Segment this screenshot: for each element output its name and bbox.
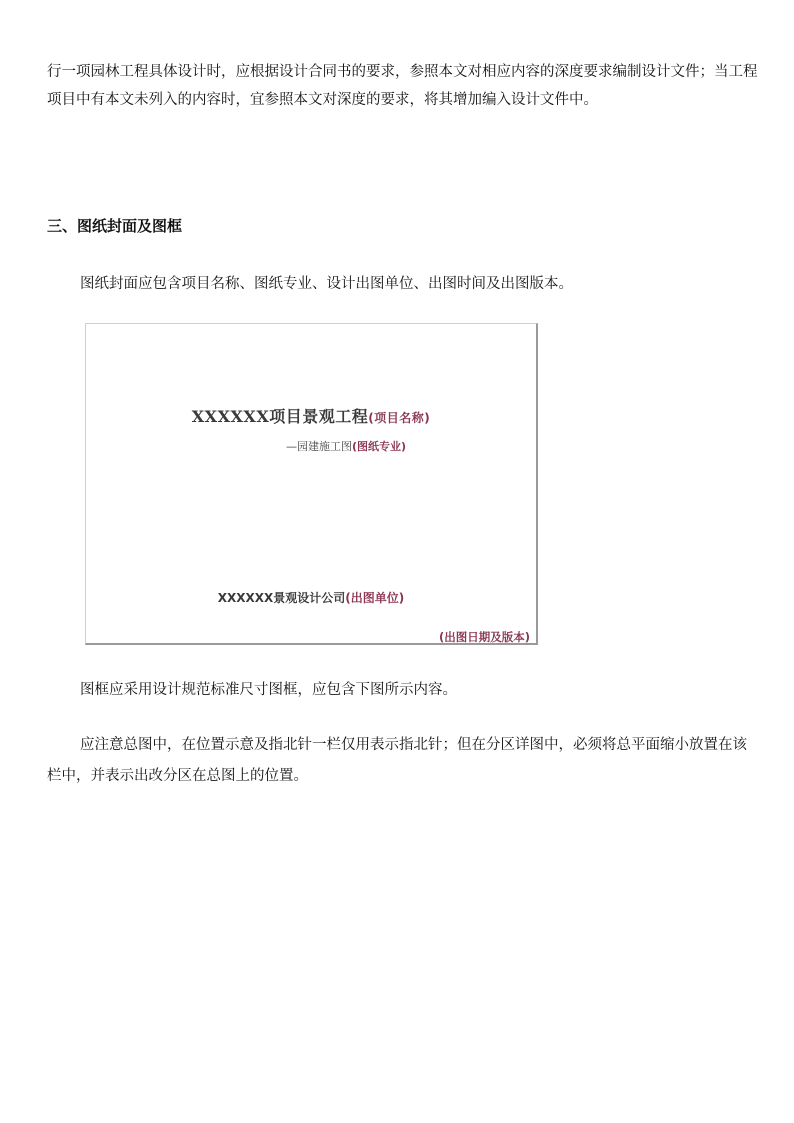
cover-title-note: (项目名称): [368, 411, 431, 425]
cover-company-note: (出图单位): [345, 591, 405, 605]
note-paragraph: 应注意总图中，在位置示意及指北针一栏仅用表示指北针；但在分区详图中，必须将总平面缩小放置在该栏中，并表示出改分区在总图上的位置。: [47, 737, 747, 784]
cover-title-text: XXXXXX项目景观工程: [191, 407, 369, 426]
cover-date-version: [439, 629, 530, 645]
cover-company-text: XXXXXX景观设计公司: [217, 591, 346, 605]
cover-sample-figure: [85, 323, 538, 645]
intro-paragraph: 行一项园林工程具体设计时，应根据设计合同书的要求，参照本文对相应内容的深度要求编制设计文件；当工程项目中有本文未列入的内容时，宜参照本文对深度的要求，将其增加编入设计文件中。: [47, 64, 758, 108]
cover-issuing-company: [86, 589, 536, 606]
cover-description-paragraph: 图纸封面应包含项目名称、图纸专业、设计出图单位、出图时间及出图版本。: [80, 276, 573, 292]
cover-subtitle-text: —园建施工图: [286, 440, 352, 453]
cover-date-note: (出图日期及版本): [438, 630, 530, 644]
cover-drawing-discipline: [286, 438, 406, 454]
cover-project-title: [86, 404, 536, 427]
section-heading: 三、图纸封面及图框: [47, 217, 183, 235]
cover-subtitle-note: (图纸专业): [352, 440, 407, 453]
frame-paragraph: 图框应采用设计规范标准尺寸图框，应包含下图所示内容。: [80, 682, 457, 698]
